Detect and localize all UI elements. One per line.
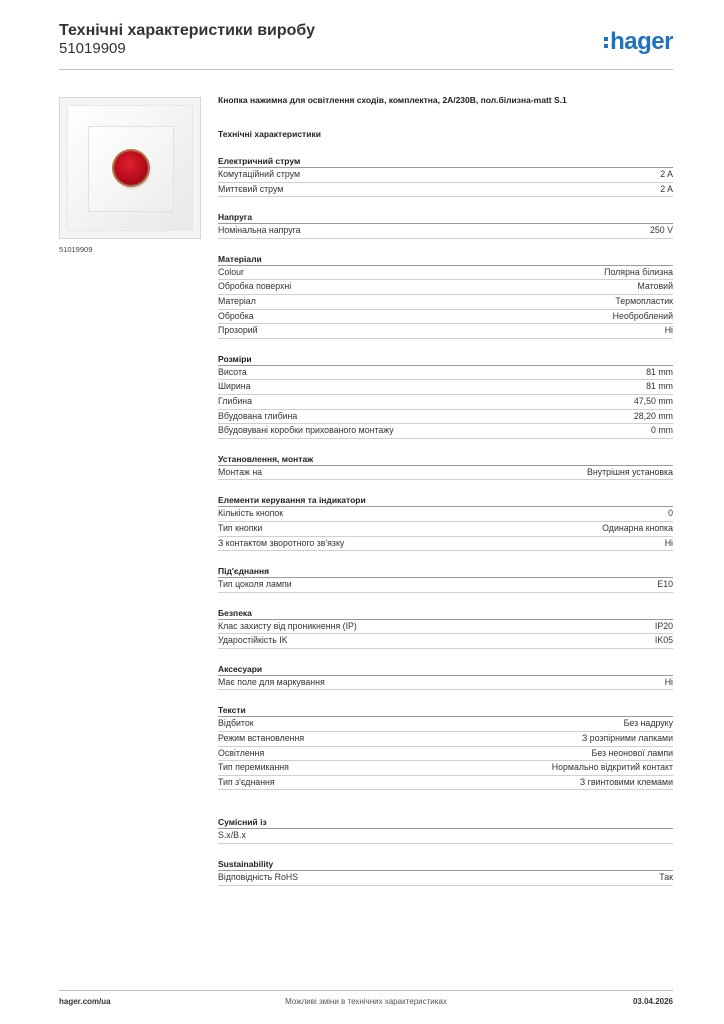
page-title: Технічні характеристики виробу [59,22,315,39]
spec-section [218,211,673,239]
section-heading: Sustainability [218,858,673,871]
spec-value: Без надруку [623,718,673,729]
spec-row [218,310,673,325]
spec-label: Комутаційний струм [218,169,300,179]
spec-value: З гвинтовими клемами [579,776,673,787]
spec-label: Тип з'єднання [218,776,275,787]
spec-row [218,295,673,310]
spec-label: Кількість кнопок [218,508,284,519]
spec-value: З розпірними лапками [582,733,673,744]
spec-value: 0 [668,508,673,519]
spec-row [218,410,673,425]
spec-value: 81 mm [646,381,673,392]
spec-row [218,761,673,776]
red-button-icon [114,151,148,185]
spec-value: Нормально відкритий контакт [551,762,673,773]
section-heading: Напруга [218,211,673,224]
page-header [59,20,673,68]
section-heading: Під'єднання [218,565,673,578]
footer-note: Можливі зміни в технічних характеристиках [285,997,447,1006]
spec-label: Режим встановлення [218,733,305,744]
spec-label: Вбудована глибина [218,410,298,421]
spec-label: Ударостійкість IK [218,635,288,646]
switch-plate [68,106,192,230]
spec-label: Освітлення [218,747,265,758]
spec-value: 0 mm [651,425,673,436]
spec-row [218,732,673,747]
spec-row [218,324,673,339]
logo-dots-icon [604,37,608,48]
spec-section [218,353,673,439]
spec-value: Полярна білизна [604,266,673,277]
spec-value: Ні [664,537,673,548]
spec-label: Миттєвий струм [218,183,284,194]
section-heading: Елементи керування та індикатори [218,494,673,507]
spec-label: Обробка поверхні [218,281,292,292]
spec-value: 250 V [650,225,673,236]
spec-section [218,453,673,481]
section-heading: Тексти [218,704,673,717]
image-caption: 51019909 [59,245,93,254]
spec-row [218,424,673,439]
spec-row [218,183,673,198]
switch-insert [88,126,174,212]
spec-row [218,776,673,791]
section-heading: Матеріали [218,253,673,266]
spec-row [218,522,673,537]
spec-label: Має поле для маркування [218,676,325,687]
spec-section [218,253,673,339]
spec-section [218,155,673,197]
spec-row [218,168,673,183]
spec-value: Ні [664,325,673,336]
spec-section [218,816,673,844]
logo-text: hager [610,28,673,55]
section-heading: Безпека [218,607,673,620]
spec-title: Технічні характеристики [218,129,321,139]
footer-date: 03.04.2026 [632,997,673,1006]
spec-row [218,380,673,395]
spec-label: Клас захисту від проникнення (IP) [218,620,357,631]
spec-section [218,858,673,886]
spec-value: E10 [657,579,673,590]
spec-row [218,507,673,522]
spec-value: Необроблений [612,310,673,321]
spec-content [218,93,673,886]
spec-row [218,578,673,593]
spec-row [218,717,673,732]
spec-label: Матеріал [218,295,256,306]
spec-value: Матовий [637,281,673,292]
hager-logo [604,28,673,56]
spec-section [218,607,673,649]
spec-value: 81 mm [646,366,673,377]
spec-label: Тип цоколя лампи [218,579,292,590]
spec-row [218,280,673,295]
spec-value: IP20 [654,620,673,631]
spec-row [218,224,673,239]
spec-section [218,494,673,551]
spec-row [218,747,673,762]
spec-label: Вбудовувані коробки прихованого монтажу [218,425,394,436]
spec-label: Ширина [218,381,251,392]
spec-section [218,565,673,593]
spec-value: Так [659,872,673,883]
spec-value: IK05 [654,635,673,646]
spec-label: Тип перемикання [218,762,289,773]
spec-sections [218,155,673,886]
product-code: 51019909 [59,40,126,57]
spec-label: Номінальна напруга [218,225,301,236]
spec-row [218,634,673,649]
spec-label: Обробка [218,310,254,321]
spec-row [218,266,673,281]
spec-value: 28,20 mm [633,410,673,421]
spec-value: 2 A [660,183,673,194]
spec-row [218,620,673,635]
spec-label: Colour [218,266,244,277]
header-divider [59,69,673,70]
section-heading: Розміри [218,353,673,366]
spec-row [218,829,673,844]
spec-label: Монтаж на [218,466,263,477]
spec-section [218,663,673,691]
spec-value: Термопластик [615,295,673,306]
spec-value: Ні [664,676,673,687]
product-image [59,97,201,239]
spec-row [218,871,673,886]
spec-label: Глибина [218,395,253,406]
section-heading: Електричний струм [218,155,673,168]
spec-label: Висота [218,366,247,377]
product-name: Кнопка нажимна для освітлення сходів, комплектна, 2A/230В, пол.білизна-matt S.1 [218,95,567,105]
spec-section [218,704,673,790]
spec-row [218,395,673,410]
spec-value: 47,50 mm [633,395,673,406]
spec-row [218,366,673,381]
spec-row [218,466,673,481]
spec-label: Відповідність RoHS [218,872,299,883]
spec-value: Одинарна кнопка [602,522,673,533]
footer-divider [59,990,673,991]
footer-website[interactable]: hager.com/ua [59,997,111,1006]
spec-row [218,537,673,552]
spec-value: 2 A [660,169,673,179]
section-heading: Сумісний із [218,816,673,829]
spec-value: Внутрішня установка [586,466,673,477]
spec-value: Без неонової лампи [591,747,673,758]
section-heading: Установлення, монтаж [218,453,673,466]
section-heading: Аксесуари [218,663,673,676]
spec-label: З контактом зворотного зв'язку [218,537,345,548]
spec-label: Відбиток [218,718,254,729]
spec-label: Тип кнопки [218,522,263,533]
spec-label: Прозорий [218,325,258,336]
spec-label: S.x/B.x [218,830,246,841]
spec-row [218,676,673,691]
